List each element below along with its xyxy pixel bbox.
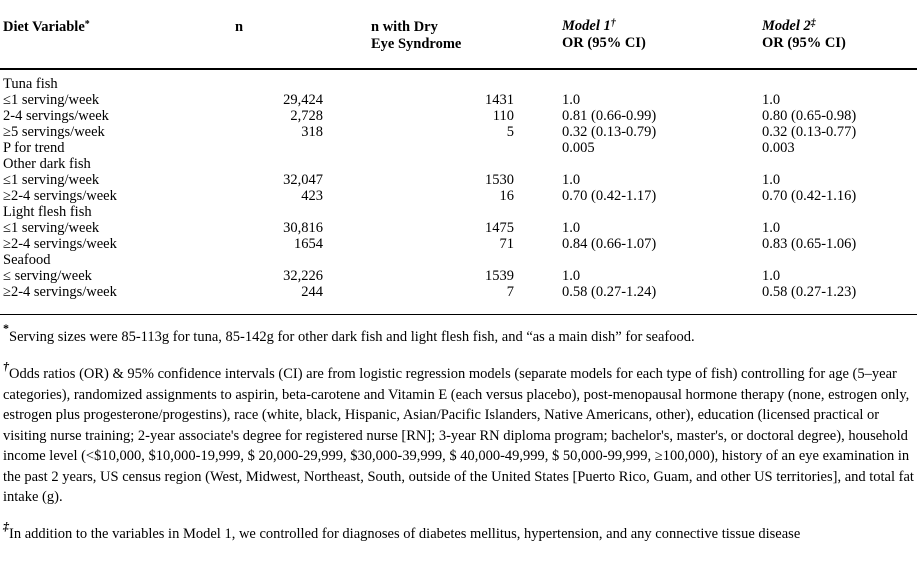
row-n: 29,424 xyxy=(283,92,323,108)
row-model-1-or: 0.70 (0.42-1.17) xyxy=(562,188,657,204)
header-rule xyxy=(0,68,917,70)
row-label: 2-4 servings/week xyxy=(3,108,109,124)
row-n: 1654 xyxy=(294,236,323,252)
row-dry-eye-count: 1530 xyxy=(485,172,514,188)
table-row xyxy=(0,220,917,236)
row-dry-eye-count: 110 xyxy=(492,108,514,124)
row-model-2-or: 0.80 (0.65-0.98) xyxy=(762,108,857,124)
row-model-2-or: 1.0 xyxy=(762,268,781,284)
header-n: n xyxy=(235,19,244,35)
footnote-dagger: †Odds ratios (OR) & 95% confidence intervals (CI) are from logistic regression models (separate models for each type of fish) controlling for age (5–year categories), randomized assignments to aspirin, beta-carotene and Vitamin E (each versus placebo), post-menopausal hormone therapy (none, estrogen only, estrogen plus progesterone/progestins), race (white, black, Hispanic, Asian/Pacific Islanders, Native Americans, other), education (licensed practical or visiting nurse training; 2-year associate's degree for registered nurse [RN]; 3-year RN diploma program; bachelor's, master's, or doctoral degree), household income level (<$10,000, $10,000-19,999, $ 20,000-29,999, $30,000-39,999, $ 40,000-49,999, $ 50,000-99,999, ≥100,000), history of an eye examination in the past 2 years, US census region (West, Midwest, Northeast, South, outside of the United States [Puerto Rico, Guam, and other US territories], and total fat intake (g). xyxy=(3,359,914,505)
row-n: 318 xyxy=(301,124,323,140)
row-n: 32,226 xyxy=(283,268,323,284)
table-row xyxy=(0,204,917,220)
row-model-1-or: 0.81 (0.66-0.99) xyxy=(562,108,657,124)
table-row xyxy=(0,108,917,124)
row-label: ≤1 serving/week xyxy=(3,220,100,236)
row-model-2-or: 0.58 (0.27-1.23) xyxy=(762,284,857,300)
row-model-1-or: 1.0 xyxy=(562,92,581,108)
row-model-2-or: 1.0 xyxy=(762,92,781,108)
table-row xyxy=(0,124,917,140)
row-label: ≥2-4 servings/week xyxy=(3,236,117,252)
row-label: Seafood xyxy=(3,252,51,268)
header-n-dry-eye: n with Dry Eye Syndrome xyxy=(371,19,462,52)
header-model-2: Model 2‡ OR (95% CI) xyxy=(762,18,846,51)
table-row xyxy=(0,76,917,92)
header-model-1: Model 1† OR (95% CI) xyxy=(562,18,646,51)
row-model-2-or: 1.0 xyxy=(762,172,781,188)
table-row xyxy=(0,188,917,204)
row-model-1-or: 0.32 (0.13-0.79) xyxy=(562,124,657,140)
row-dry-eye-count: 16 xyxy=(499,188,514,204)
row-dry-eye-count: 7 xyxy=(506,284,514,300)
footnote-double-dagger: ‡In addition to the variables in Model 1, we controlled for diagnoses of diabetes mellitus, hypertension, and any connective tissue disease xyxy=(3,519,801,542)
row-label: Other dark fish xyxy=(3,156,91,172)
row-model-1-or: 1.0 xyxy=(562,172,581,188)
row-dry-eye-count: 71 xyxy=(499,236,514,252)
row-model-1-or: 1.0 xyxy=(562,220,581,236)
row-dry-eye-count: 1475 xyxy=(485,220,514,236)
row-n: 2,728 xyxy=(290,108,323,124)
table-row xyxy=(0,92,917,108)
row-dry-eye-count: 5 xyxy=(506,124,514,140)
table-row xyxy=(0,236,917,252)
row-label: ≥2-4 servings/week xyxy=(3,284,117,300)
table-row xyxy=(0,268,917,284)
row-model-1-or: 1.0 xyxy=(562,268,581,284)
row-model-2-or: 0.003 xyxy=(762,140,795,156)
row-label: ≥2-4 servings/week xyxy=(3,188,117,204)
row-label: ≥5 servings/week xyxy=(3,124,105,140)
row-n: 244 xyxy=(301,284,323,300)
row-dry-eye-count: 1431 xyxy=(485,92,514,108)
row-label: ≤1 serving/week xyxy=(3,172,100,188)
table-row xyxy=(0,140,917,156)
row-label: P for trend xyxy=(3,140,65,156)
bottom-rule xyxy=(0,314,917,315)
footnote-star: *Serving sizes were 85-113g for tuna, 85-142g for other dark fish and light flesh fish, and “as a main dish” for seafood. xyxy=(3,321,695,345)
row-model-2-or: 0.83 (0.65-1.06) xyxy=(762,236,857,252)
footnote-mark-dagger: † xyxy=(610,18,616,29)
table-row xyxy=(0,284,917,300)
header-diet-variable: Diet Variable* xyxy=(3,19,90,35)
row-n: 32,047 xyxy=(283,172,323,188)
table-row xyxy=(0,252,917,268)
table-row xyxy=(0,156,917,172)
row-model-1-or: 0.84 (0.66-1.07) xyxy=(562,236,657,252)
row-model-2-or: 1.0 xyxy=(762,220,781,236)
footnote-mark-star: * xyxy=(84,19,90,30)
footnote-mark-double-dagger: ‡ xyxy=(810,18,816,29)
row-label: ≤ serving/week xyxy=(3,268,92,284)
row-model-2-or: 0.32 (0.13-0.77) xyxy=(762,124,857,140)
row-model-1-or: 0.58 (0.27-1.24) xyxy=(562,284,657,300)
row-n: 30,816 xyxy=(283,220,323,236)
row-label: ≤1 serving/week xyxy=(3,92,100,108)
row-dry-eye-count: 1539 xyxy=(485,268,514,284)
row-model-2-or: 0.70 (0.42-1.16) xyxy=(762,188,857,204)
row-label: Tuna fish xyxy=(3,76,58,92)
row-label: Light flesh fish xyxy=(3,204,92,220)
table-row xyxy=(0,172,917,188)
row-model-1-or: 0.005 xyxy=(562,140,595,156)
row-n: 423 xyxy=(301,188,323,204)
